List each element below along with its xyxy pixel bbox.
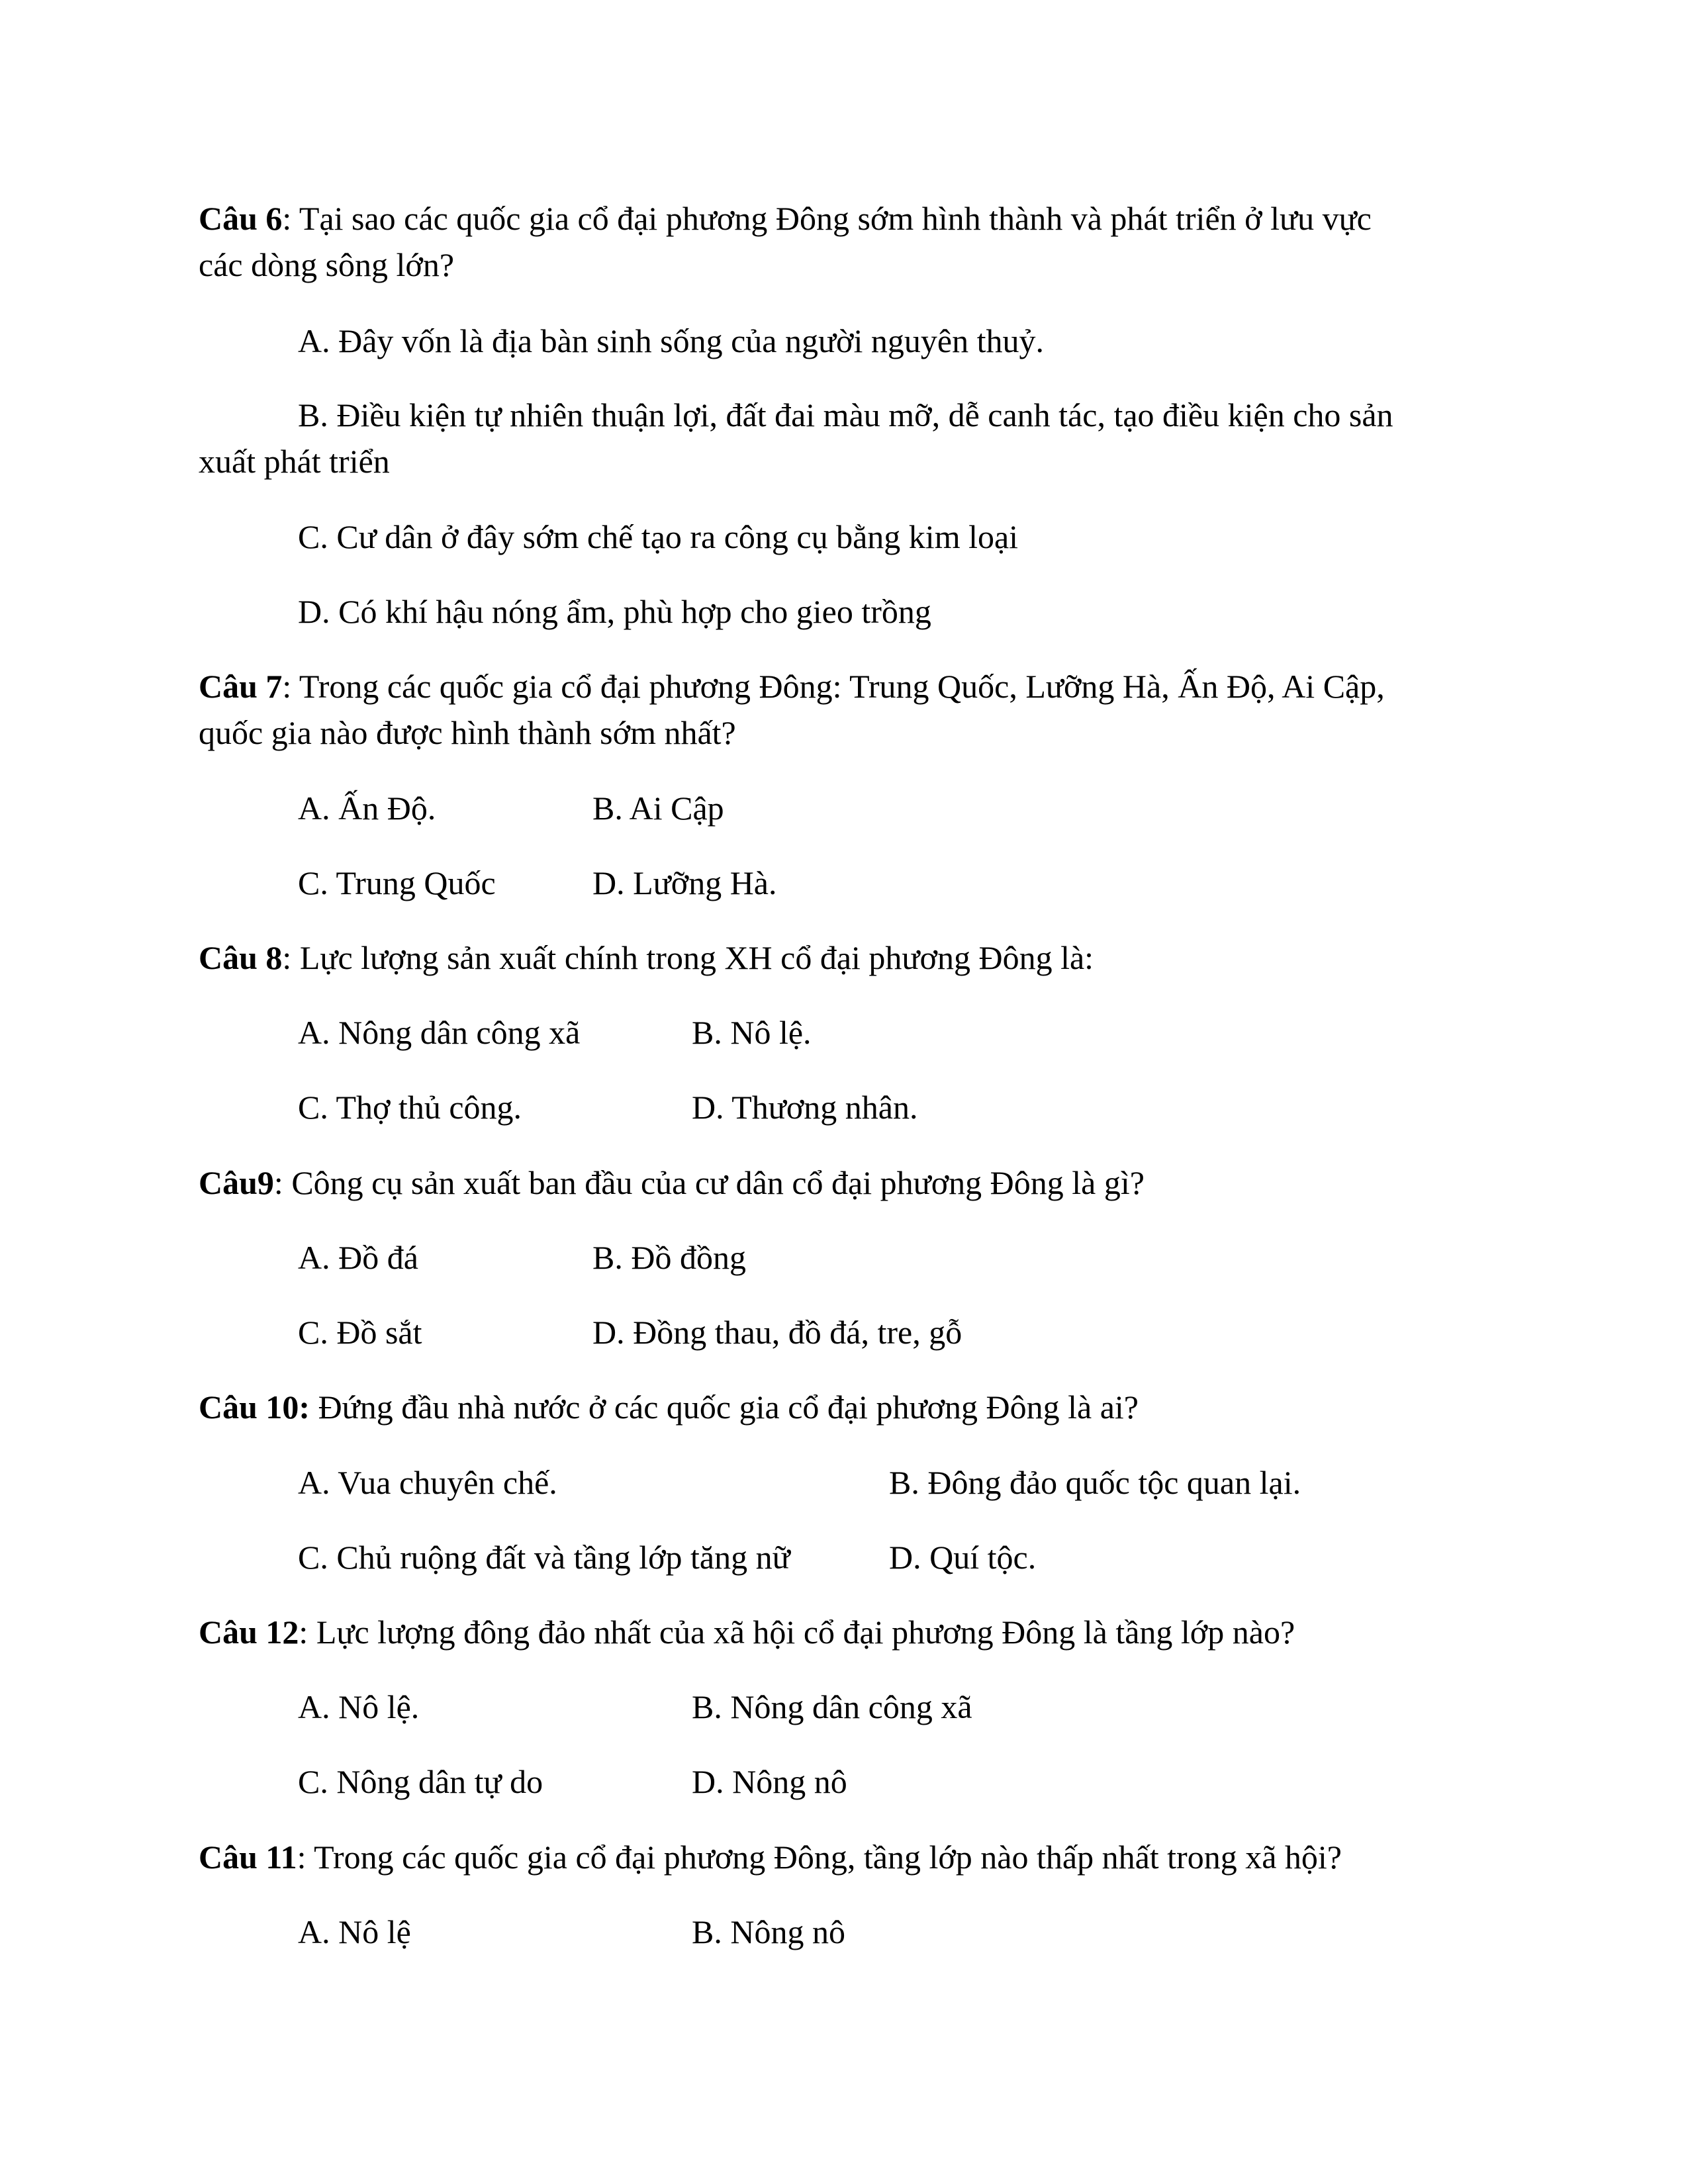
option-c: C. Chủ ruộng đất và tầng lớp tăng nữ [298,1539,790,1576]
question-9 [199,1163,1145,1203]
option-a: A. Nô lệ. [298,1688,420,1725]
option-c: C. Nông dân tự do [298,1763,543,1800]
option-b-continued: xuất phát triển [199,443,390,480]
question-label: Câu 7 [199,668,283,705]
option-b: B. Điều kiện tự nhiên thuận lợi, đất đai màu mỡ, dễ canh tác, tạo điều kiện cho sản [298,396,1393,433]
question-label: Câu 8 [199,939,283,976]
question-text: : Lực lượng sản xuất chính trong XH cổ đại phương Đông là: [282,939,1094,976]
option-b: B. Nông dân công xã [692,1688,972,1725]
option-d: D. Có khí hậu nóng ẩm, phù hợp cho gieo trồng [298,593,931,630]
option-d: D. Quí tộc. [889,1539,1037,1576]
question-6 [199,199,1372,238]
question-label: Câu9 [199,1164,274,1201]
question-8 [199,938,1094,978]
option-a: A. Đồ đá [298,1239,418,1276]
question-10 [199,1387,1139,1427]
option-a: A. Nô lệ [298,1913,411,1950]
option-c: C. Thợ thủ công. [298,1089,522,1126]
option-b: B. Đông đảo quốc tộc quan lại. [889,1464,1301,1501]
option-c: C. Trung Quốc [298,864,496,901]
option-d: D. Lưỡng Hà. [592,864,777,901]
question-text: : Trong các quốc gia cổ đại phương Đông, tầng lớp nào thấp nhất trong xã hội? [297,1839,1342,1876]
question-text: : Trong các quốc gia cổ đại phương Đông: Trung Quốc, Lưỡng Hà, Ấn Độ, Ai Cập, [282,668,1385,705]
question-text: : Lực lượng đông đảo nhất của xã hội cổ đại phương Đông là tầng lớp nào? [299,1614,1295,1651]
option-b: B. Ai Cập [592,790,724,827]
question-label: Câu 11 [199,1839,297,1876]
option-a: A. Vua chuyên chế. [298,1464,557,1501]
question-11 [199,1837,1342,1877]
question-label: Câu 6 [199,200,283,237]
question-text-continued: các dòng sông lớn? [199,246,455,283]
option-a: A. Nông dân công xã [298,1014,581,1051]
question-label: Câu 12 [199,1614,299,1651]
option-d: D. Đồng thau, đồ đá, tre, gỗ [592,1314,962,1351]
option-b: B. Nông nô [692,1913,845,1950]
option-a: A. Ấn Độ. [298,790,436,827]
question-12 [199,1612,1295,1652]
question-7 [199,666,1385,706]
question-text-continued: quốc gia nào được hình thành sớm nhất? [199,714,736,751]
option-c: C. Cư dân ở đây sớm chế tạo ra công cụ bằng kim loại [298,518,1019,555]
option-c: C. Đồ sắt [298,1314,422,1351]
option-d: D. Thương nhân. [692,1089,918,1126]
question-text: : Công cụ sản xuất ban đầu của cư dân cổ đại phương Đông là gì? [273,1164,1145,1201]
option-b: B. Đồ đồng [592,1239,746,1276]
option-d: D. Nông nô [692,1763,847,1800]
option-b: B. Nô lệ. [692,1014,812,1051]
question-label: Câu 10: [199,1388,310,1426]
question-text: : Tại sao các quốc gia cổ đại phương Đông sớm hình thành và phát triển ở lưu vực [282,200,1372,237]
question-text: Đứng đầu nhà nước ở các quốc gia cổ đại phương Đông là ai? [310,1388,1139,1426]
option-a: A. Đây vốn là địa bàn sinh sống của người nguyên thuỷ. [298,322,1044,359]
